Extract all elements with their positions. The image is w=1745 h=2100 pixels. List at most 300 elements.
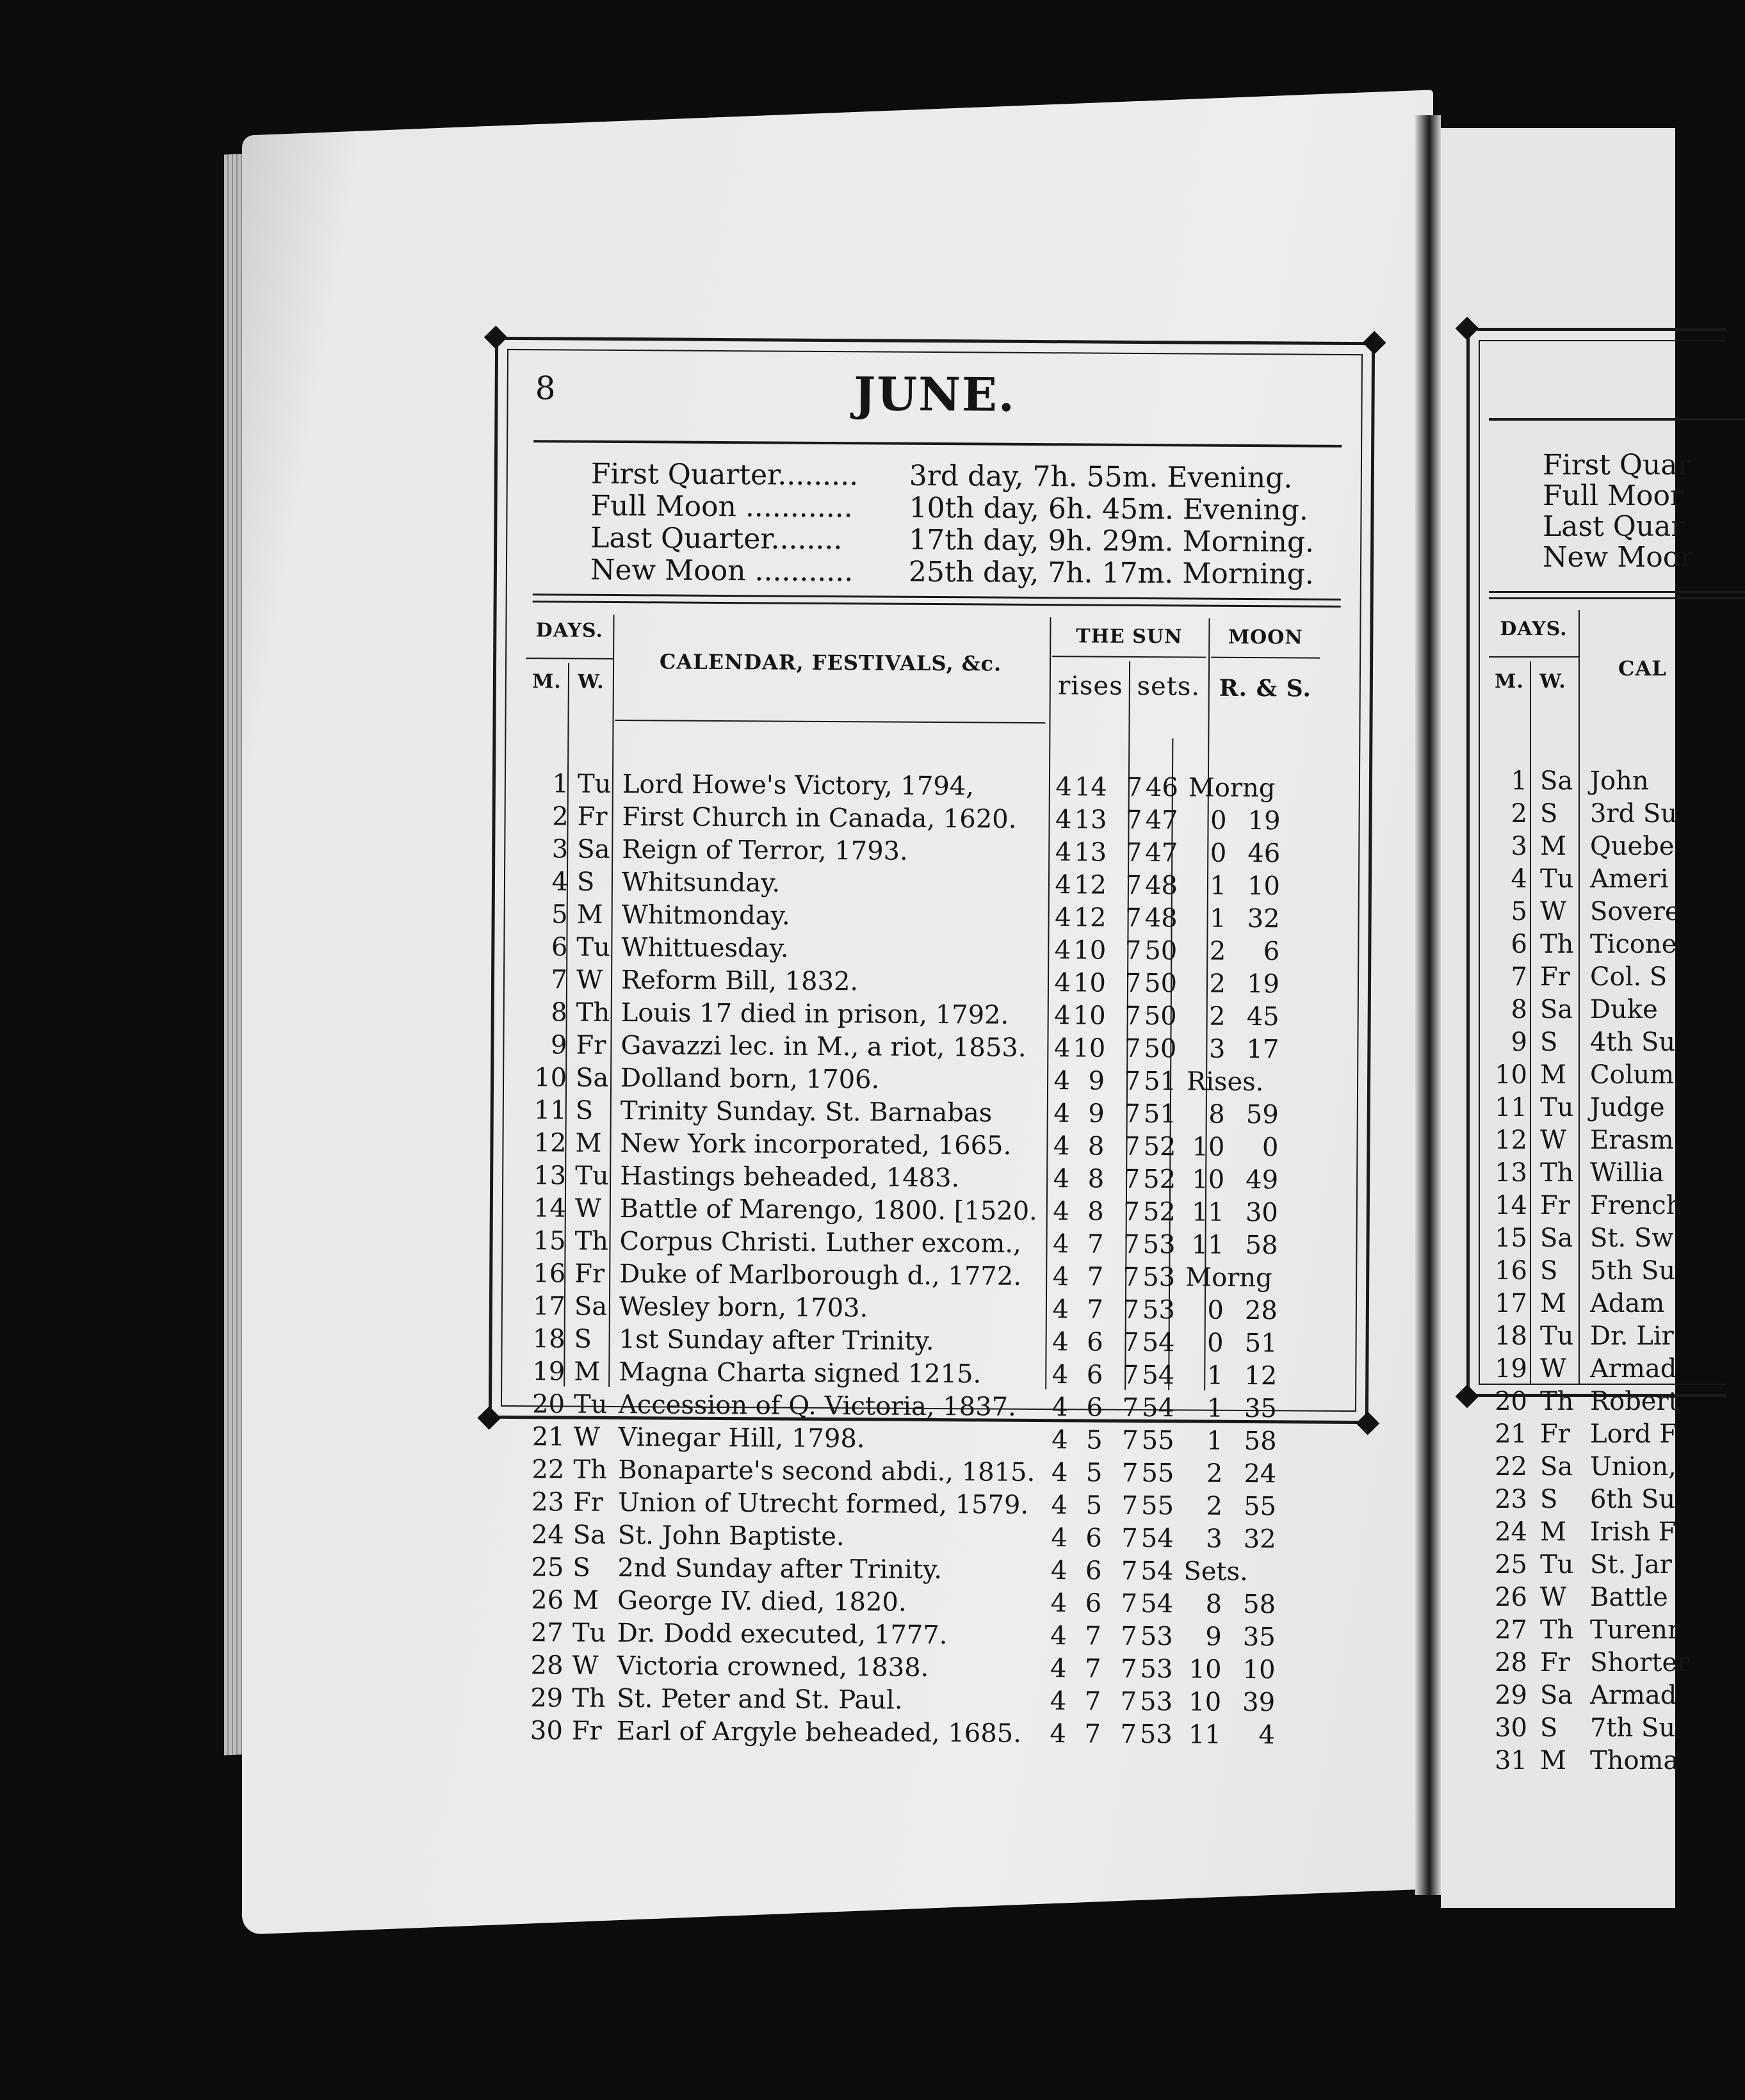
moon-hour: 2 [1206,1458,1223,1489]
sets-header: sets. [1137,671,1201,702]
weekday: Tu [1540,1550,1574,1579]
phase-name: New Moor [1543,541,1694,574]
event-text: Dr. Dodd executed, 1777. [617,1619,948,1651]
day-of-month: 8 [551,998,567,1028]
table-row [523,1127,1361,1165]
table-row [523,1192,1361,1230]
weekday: M [572,1585,599,1615]
sunset-minute: 54 [1140,1556,1174,1587]
event-text: Sovere [1590,897,1680,926]
moon-minute: 24 [1244,1458,1277,1489]
divider [526,658,613,659]
day-of-month: 20 [1495,1387,1527,1416]
event-text: Hastings beheaded, 1483. [620,1161,960,1193]
weekday: S [572,1553,590,1583]
sunrise-hour: 4 [1050,1556,1067,1586]
event-text: John [1590,766,1649,796]
day-of-month: 2 [552,802,569,832]
sunrise-hour: 4 [1054,1001,1071,1031]
page-number: 8 [535,369,556,407]
moon-hour: 11 [1191,1197,1224,1227]
event-text: Quebe [1590,832,1675,861]
moon-hour: 10 [1189,1654,1222,1684]
moon-hour: 0 [1207,1295,1224,1325]
table-row [1489,896,1732,928]
sunset-hour: 7 [1125,805,1142,836]
table-row [1489,1026,1732,1059]
sunrise-minute: 5 [1086,1425,1103,1455]
m-header: M. [532,670,562,693]
day-of-month: 24 [1495,1517,1527,1547]
weekday: M [1540,1060,1566,1090]
weekday: Th [576,998,610,1028]
sunset-hour: 7 [1125,903,1142,933]
weekday: Fr [1540,962,1570,992]
sunset-hour: 7 [1122,1425,1139,1455]
weekday: Fr [576,1030,606,1060]
table-row [524,996,1363,1034]
next-month-frame [1466,328,1726,1775]
day-of-month: 25 [1495,1550,1527,1579]
table-row [524,800,1363,838]
sunrise-hour: 4 [1050,1654,1067,1684]
moon-minute: 30 [1245,1198,1278,1228]
moon-hour: 1 [1206,1393,1224,1423]
event-text: Armad [1590,1354,1677,1384]
table-row [1489,1581,1732,1614]
sunrise-hour: 4 [1055,870,1072,900]
weekday: S [574,1324,592,1354]
next-moon-phases [1543,450,1693,573]
table-row [522,1257,1361,1295]
double-divider [1489,597,1745,599]
sunset-hour: 7 [1123,1131,1140,1161]
table-row [1489,994,1732,1026]
weekday: S [1540,1256,1558,1286]
moon-hour: 1 [1210,903,1226,933]
double-divider [1489,591,1745,593]
phase-time: 25th day, 7h. 17m. Morning. [908,555,1314,591]
moon-minute: 6 [1263,937,1280,967]
calendar-header: CALENDAR, FESTIVALS, &c. [659,649,1002,676]
moon-event: Sets. [1183,1556,1248,1587]
sunrise-minute: 10 [1073,935,1107,965]
sunset-hour: 7 [1125,837,1142,868]
table-row [523,1094,1362,1132]
sunrise-hour: 4 [1055,903,1071,933]
sunrise-hour: 4 [1054,935,1071,965]
sun-header: THE SUN [1076,625,1183,649]
table-row [1489,1745,1732,1777]
event-text: Lord Howe's Victory, 1794, [622,770,975,802]
moon-minute: 35 [1244,1393,1278,1424]
day-of-month: 19 [1495,1354,1527,1384]
moon-minute: 45 [1246,1002,1279,1032]
weekday: Sa [1540,766,1573,796]
sunrise-minute: 10 [1073,968,1107,998]
day-of-month: 10 [534,1063,567,1093]
table-row [1489,765,1732,798]
sunset-hour: 7 [1122,1360,1139,1390]
table-row [524,833,1363,871]
weekday: S [1540,1485,1558,1514]
rises-header: rises [1057,671,1123,701]
event-text: 5th Su [1590,1256,1676,1286]
moon-hour: 1 [1206,1361,1224,1391]
event-text: Irish F [1590,1517,1676,1547]
sunset-hour: 7 [1121,1556,1138,1586]
day-of-month: 5 [1511,897,1527,926]
moon-header: MOON [1228,626,1303,649]
weekday: Th [574,1226,609,1256]
day-of-month: 18 [1495,1321,1527,1351]
w-header: W. [578,670,605,693]
sunset-hour: 7 [1124,1001,1141,1031]
sunrise-hour: 4 [1053,1099,1070,1129]
weekday: W [1540,1354,1567,1384]
weekday: Tu [576,932,610,962]
sunrise-hour: 4 [1055,772,1073,802]
moon-hour: 2 [1209,1001,1226,1031]
weekday: S [575,1095,594,1126]
sunrise-hour: 4 [1052,1262,1069,1292]
divider [1052,656,1206,658]
event-text: George IV. died, 1820. [617,1586,907,1617]
table-row [523,1159,1361,1197]
moon-minute: 10 [1242,1654,1276,1685]
table-row [1489,1059,1732,1092]
phase-name: First Quarter......... [590,457,859,492]
weekday: Sa [1540,995,1573,1024]
sunrise-hour: 4 [1052,1229,1069,1259]
sunrise-minute: 10 [1073,1033,1106,1063]
calendar-header: CAL [1618,656,1667,681]
sunrise-hour: 4 [1050,1686,1067,1716]
sunrise-minute: 7 [1084,1719,1101,1749]
day-of-month: 5 [551,900,568,930]
sunrise-minute: 7 [1087,1262,1104,1292]
phase-name: Full Moor [1543,480,1684,512]
sunrise-minute: 12 [1073,870,1107,900]
m-header: M. [1495,670,1524,693]
event-text: Shorter [1590,1648,1690,1677]
weekday: Fr [572,1487,604,1517]
weekday: Fr [571,1716,602,1746]
weekday: Fr [1540,1648,1570,1677]
table-row [1489,1157,1732,1190]
sunset-minute: 52 [1142,1197,1176,1227]
weekday: Fr [574,1259,605,1289]
event-text: Whitsunday. [621,868,781,898]
sunset-hour: 7 [1121,1621,1137,1651]
w-header: W. [1539,670,1566,693]
event-text: Union, [1590,1452,1676,1482]
table-row [521,1421,1360,1458]
table-row [524,931,1363,969]
moon-event: Rises. [1186,1067,1264,1097]
moon-minute: 0 [1262,1133,1279,1163]
event-text: Willia [1590,1158,1664,1188]
phase-time: 3rd day, 7h. 55m. Evening. [909,459,1293,495]
moon-minute: 19 [1246,969,1280,999]
weekday: Sa [574,1291,608,1321]
sunrise-minute: 7 [1087,1229,1104,1259]
table-row [519,1682,1358,1720]
sunrise-minute: 12 [1073,903,1107,933]
day-of-month: 11 [1495,1093,1527,1122]
sunrise-hour: 4 [1051,1458,1068,1488]
sunset-minute: 46 [1145,773,1179,803]
weekday: Sa [577,834,610,864]
sunset-minute: 53 [1140,1622,1173,1652]
sunset-hour: 7 [1120,1654,1137,1684]
day-of-month: 16 [1495,1256,1527,1286]
event-text: Victoria crowned, 1838. [617,1651,929,1683]
sunset-hour: 7 [1121,1490,1139,1521]
sunrise-minute: 6 [1085,1523,1102,1553]
moon-minute: 17 [1246,1035,1279,1065]
sunrise-hour: 4 [1052,1327,1069,1357]
table-row [1489,863,1732,896]
sunset-minute: 48 [1144,871,1178,901]
day-of-month: 6 [1511,930,1527,959]
weekday: Tu [572,1618,606,1648]
moon-hour: 0 [1210,838,1227,868]
table-row [1489,1124,1732,1157]
sunset-hour: 7 [1121,1523,1138,1553]
june-calendar-frame [489,337,1375,1750]
sunrise-minute: 9 [1088,1099,1105,1129]
sunset-minute: 53 [1139,1720,1173,1750]
sunrise-hour: 4 [1051,1490,1068,1521]
table-row [1489,1190,1732,1222]
moon-minute: 10 [1247,871,1281,901]
day-of-month: 13 [533,1161,567,1191]
divider [1489,418,1745,421]
divider [1489,656,1579,658]
day-of-month: 14 [533,1193,566,1224]
event-text: Bonaparte's second abdi., 1815. [618,1455,1035,1488]
sunrise-minute: 5 [1085,1458,1103,1488]
sunrise-minute: 5 [1085,1490,1103,1521]
table-row [1489,1679,1732,1712]
event-text: Earl of Argyle beheaded, 1685. [616,1716,1022,1749]
event-text: Reign of Terror, 1793. [622,835,908,866]
phase-name: Full Moon ............ [590,489,853,524]
day-of-month: 7 [551,965,568,995]
event-text: Robert [1590,1387,1679,1416]
moon-hour: 9 [1205,1622,1222,1652]
sunset-hour: 7 [1123,1229,1140,1259]
table-row [1489,1222,1732,1255]
moon-rs-header: R. & S. [1219,674,1312,702]
table-row [1489,961,1732,994]
sunset-minute: 53 [1142,1295,1176,1325]
sunrise-hour: 4 [1053,1197,1069,1227]
table-row [1489,1288,1732,1320]
sunset-minute: 52 [1143,1165,1176,1195]
weekday: Fr [1540,1191,1570,1220]
sunset-minute: 53 [1140,1687,1173,1717]
sunrise-hour: 4 [1050,1621,1067,1651]
weekday: Tu [1540,864,1574,894]
weekday: W [1540,1126,1567,1155]
sunrise-hour: 4 [1050,1719,1066,1749]
weekday: Tu [1540,1321,1574,1351]
event-text: Duke [1590,995,1658,1024]
sunrise-minute: 9 [1088,1066,1105,1096]
sunrise-minute: 13 [1074,805,1107,835]
moon-minute: 35 [1242,1622,1276,1652]
table-row [1489,798,1732,830]
sunrise-hour: 4 [1050,1588,1067,1619]
sunset-hour: 7 [1121,1588,1138,1619]
day-of-month: 1 [1511,766,1527,796]
weekday: Th [1540,1387,1574,1416]
next-calendar-rows [1489,765,1732,1777]
sunrise-hour: 4 [1052,1295,1069,1325]
moon-hour: 0 [1210,805,1227,836]
phase-name: First Quar [1543,449,1691,481]
weekday: M [574,1357,601,1387]
moon-minute: 58 [1245,1231,1278,1261]
divider [533,440,1342,448]
moon-hour: 8 [1208,1099,1225,1129]
moon-minute: 46 [1247,839,1281,869]
sunset-minute: 55 [1140,1491,1174,1521]
weekday: Tu [575,1161,609,1191]
sunset-minute: 55 [1141,1458,1174,1489]
day-of-month: 30 [1495,1713,1527,1743]
sunrise-minute: 8 [1087,1164,1105,1194]
weekday: S [576,867,595,897]
event-text: Adam [1590,1289,1665,1318]
event-text: 2nd Sunday after Trinity. [617,1553,943,1585]
sunrise-minute: 7 [1085,1621,1101,1651]
day-of-month: 28 [1495,1648,1527,1677]
day-of-month: 27 [530,1618,564,1648]
sunset-hour: 7 [1124,968,1142,999]
weekday: Th [1540,1615,1574,1645]
weekday: W [573,1422,600,1452]
moon-hour: 11 [1191,1230,1224,1260]
weekday: S [1540,1713,1558,1743]
sunrise-minute: 13 [1074,837,1107,868]
event-text: Louis 17 died in prison, 1792. [621,998,1009,1030]
event-text: Trinity Sunday. St. Barnabas [620,1096,993,1128]
phase-name: Last Quarter........ [590,521,843,556]
day-of-month: 29 [1495,1681,1527,1710]
moon-minute: 49 [1246,1165,1279,1195]
event-text: St. Jar [1590,1550,1672,1579]
days-header: DAYS. [1500,618,1568,640]
moon-minute: 51 [1244,1328,1278,1359]
sunrise-minute: 6 [1085,1588,1102,1619]
day-of-month: 20 [532,1389,565,1419]
moon-phases [590,457,1315,591]
moon-hour: 0 [1207,1328,1224,1358]
day-of-month: 8 [1511,995,1527,1024]
day-of-month: 12 [533,1128,567,1158]
day-of-month: 26 [1495,1583,1527,1612]
table-row [1489,1549,1732,1581]
sunrise-hour: 4 [1053,1131,1070,1161]
day-of-month: 30 [530,1716,564,1746]
day-of-month: 7 [1511,962,1527,992]
table-row [525,768,1364,805]
table-row [1489,1712,1732,1745]
day-of-month: 27 [1495,1615,1527,1645]
sunset-hour: 7 [1124,1099,1140,1129]
book-gutter [1415,115,1441,1895]
weekday: W [1540,1583,1567,1612]
sunset-minute: 51 [1144,1067,1177,1097]
table-row [1489,1483,1732,1516]
table-row [1489,1385,1732,1418]
moon-hour: 11 [1188,1720,1221,1750]
table-row [1489,830,1732,863]
event-text: St. John Baptiste. [617,1521,845,1552]
table-row [1489,1647,1732,1679]
day-of-month: 4 [1511,864,1527,894]
moon-minute: 39 [1242,1687,1276,1718]
sunrise-minute: 10 [1073,1001,1106,1031]
event-text: St. Peter and St. Paul. [617,1684,903,1715]
event-text: Judge [1590,1093,1665,1122]
sunset-minute: 54 [1142,1361,1175,1391]
day-of-month: 21 [532,1422,565,1452]
moon-hour: 2 [1209,936,1226,966]
weekday: Th [1540,1158,1574,1188]
moon-minute: 55 [1243,1491,1277,1522]
sunset-hour: 7 [1124,935,1142,966]
sunset-minute: 54 [1142,1328,1175,1358]
moon-minute: 28 [1244,1296,1278,1326]
day-of-month: 18 [532,1324,565,1354]
day-of-month: 21 [1495,1419,1527,1449]
event-text: St. Sw [1590,1224,1674,1253]
sunset-minute: 54 [1140,1589,1174,1619]
event-text: Armad [1590,1681,1677,1710]
weekday: Th [1540,930,1574,959]
phase-name: New Moon ........... [590,553,854,588]
day-of-month: 23 [1495,1485,1527,1514]
event-text: Dr. Lir [1590,1321,1674,1351]
event-text: 6th Su [1590,1485,1676,1514]
moon-minute: 32 [1243,1524,1276,1555]
table-row [519,1715,1358,1752]
weekday: M [1540,1517,1566,1547]
month-title: JUNE. [854,366,1016,422]
table-row [523,1062,1362,1099]
sunset-hour: 7 [1123,1295,1140,1325]
weekday: M [576,900,603,930]
weekday: W [576,965,603,995]
weekday: S [1540,799,1558,828]
sunrise-minute: 6 [1085,1556,1102,1586]
event-text: French [1590,1191,1683,1220]
table-row [1489,1353,1732,1385]
sunrise-hour: 4 [1053,1164,1070,1194]
day-of-month: 19 [532,1357,565,1387]
table-row [520,1617,1359,1654]
event-text: Col. S [1590,962,1668,992]
event-text: 4th Su [1590,1028,1676,1057]
day-of-month: 14 [1495,1191,1527,1220]
calendar-rows [519,768,1364,1752]
weekday: Th [572,1683,606,1713]
moon-hour: 8 [1205,1589,1222,1619]
